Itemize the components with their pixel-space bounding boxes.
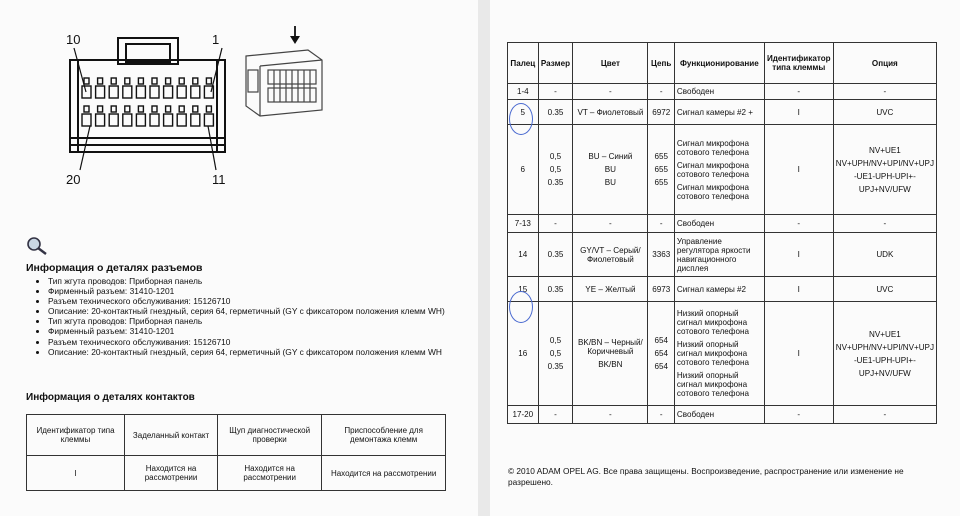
- connector-pin-latch: [125, 78, 130, 84]
- pin-label-10: 10: [66, 32, 81, 47]
- pinout-cell-term: I: [764, 125, 833, 215]
- pinout-cell-line: UPJ+NV/UFW: [858, 184, 911, 194]
- contacts-cell: Находится на рассмотрении: [218, 456, 322, 491]
- pinout-cell-line: Низкий опорный сигнал микрофона сотового телефона: [676, 309, 749, 336]
- pinout-cell-size: [538, 125, 573, 215]
- connector-info-title: Информация о деталях разъемов: [26, 262, 203, 274]
- connector-pin-latch: [98, 78, 103, 84]
- connector-pin-latch: [138, 78, 143, 84]
- connector-pin-latch: [179, 106, 184, 112]
- header-terminal-id: Идентификатор типа клеммы: [764, 43, 833, 84]
- connector-pin-cavity: [123, 114, 132, 126]
- pinout-cell-line: 654: [654, 349, 668, 358]
- pinout-cell-color: VT – Фиолетовый: [573, 100, 648, 125]
- pinout-cell-size: 0.35: [538, 100, 573, 125]
- connector-pin-latch: [125, 106, 130, 112]
- pinout-cell-line: Сигнал микрофона сотового телефона: [676, 182, 749, 201]
- pinout-cell-pin: 7-13: [508, 215, 539, 233]
- pinout-row: [508, 100, 937, 125]
- pinout-cell-line: -UE1-UPH-UPI+-: [853, 355, 916, 365]
- pinout-row: [508, 277, 937, 302]
- info-item: • Тип жгута проводов: Приборная панель: [48, 276, 468, 286]
- pinout-cell-pin: 6: [508, 125, 539, 215]
- pinout-cell-func: Управление регулятора яркости навигационного дисплея: [674, 233, 764, 277]
- info-item: • Разъем технического обслуживания: 15126710: [48, 296, 468, 306]
- pinout-cell-line: 0,5: [549, 336, 562, 345]
- pinout-cell-color: GY/VT – Серый/Фиолетовый: [573, 233, 648, 277]
- pinout-cell-line: -UE1-UPH-UPI+-: [853, 171, 916, 181]
- header-color: Цвет: [573, 43, 648, 84]
- connector-pin-latch: [84, 106, 89, 112]
- info-item: • Описание: 20-контактный гнездный, серия 64, герметичный (GY с фиксатором положения клемм WH): [48, 306, 468, 316]
- contacts-header: Идентификатор типа клеммы: [27, 415, 125, 456]
- contacts-info-title: Информация о деталях контактов: [26, 392, 195, 403]
- contacts-cell: I: [27, 456, 125, 491]
- pinout-cell-circuit: 6973: [648, 277, 674, 302]
- pinout-cell-line: 654: [654, 336, 668, 345]
- highlight-circle-pin-15: [509, 291, 533, 323]
- connector-pin-cavity: [177, 86, 186, 98]
- pinout-cell-pin: 16: [508, 302, 539, 406]
- pin-label-20: 20: [66, 172, 81, 187]
- pinout-cell-color: -: [573, 84, 648, 100]
- highlight-circle-pin-5: [509, 103, 533, 135]
- header-option: Опция: [833, 43, 936, 84]
- pinout-cell-func: Сигнал камеры #2: [674, 277, 764, 302]
- contacts-header: Заделанный контакт: [125, 415, 218, 456]
- pinout-cell-func: [674, 125, 764, 215]
- pinout-cell-term: I: [764, 302, 833, 406]
- pinout-cell-term: -: [764, 215, 833, 233]
- connector-pin-latch: [111, 106, 116, 112]
- pinout-cell-line: 0,5: [549, 152, 562, 161]
- pinout-cell-option: -: [833, 215, 936, 233]
- connector-pin-cavity: [136, 114, 145, 126]
- pinout-cell-option: -: [833, 406, 936, 424]
- pinout-row: [508, 125, 937, 215]
- info-item: • Тип жгута проводов: Приборная панель: [48, 316, 468, 326]
- contacts-header: Приспособление для демонтажа клемм: [322, 415, 446, 456]
- pinout-cell-pin: 1-4: [508, 84, 539, 100]
- pinout-cell-option: UDK: [833, 233, 936, 277]
- pinout-cell-line: BK/BN – Черный/Коричневый: [578, 338, 643, 356]
- pin-label-11: 11: [212, 172, 226, 187]
- connector-pin-cavity: [82, 86, 91, 98]
- pinout-cell-line: 0,5: [549, 349, 562, 358]
- connector-pin-cavity: [82, 114, 91, 126]
- connector-pin-latch: [193, 78, 198, 84]
- pinout-row: [508, 233, 937, 277]
- header-function: Функционирование: [674, 43, 764, 84]
- pinout-cell-color: -: [573, 406, 648, 424]
- connector-pin-cavity: [204, 114, 213, 126]
- connector-pin-latch: [179, 78, 184, 84]
- right-page: [490, 0, 960, 516]
- connector-pin-cavity: [109, 86, 118, 98]
- pinout-row: [508, 215, 937, 233]
- pinout-cell-line: 654: [654, 362, 668, 371]
- connector-pin-latch: [138, 106, 143, 112]
- pinout-row: [508, 84, 937, 100]
- connector-pin-latch: [166, 78, 171, 84]
- pinout-cell-line: Низкий опорный сигнал микрофона сотового телефона: [676, 371, 749, 398]
- info-item: • Разъем технического обслуживания: 15126710: [48, 337, 468, 347]
- pinout-cell-line: 0.35: [547, 178, 564, 187]
- pinout-cell-option: [833, 125, 936, 215]
- connector-pin-cavity: [109, 114, 118, 126]
- pinout-cell-pin: 15: [508, 277, 539, 302]
- pinout-cell-func: Свободен: [674, 215, 764, 233]
- pinout-cell-line: BU: [604, 165, 617, 174]
- pinout-cell-line: 655: [654, 178, 668, 187]
- pinout-cell-line: UPJ+NV/UFW: [858, 368, 911, 378]
- header-circuit: Цепь: [648, 43, 674, 84]
- pinout-cell-term: I: [764, 277, 833, 302]
- connector-pin-latch: [84, 78, 89, 84]
- pinout-row: [508, 302, 937, 406]
- pinout-cell-line: 0,5: [549, 165, 562, 174]
- pinout-cell-size: 0.35: [538, 277, 573, 302]
- pinout-cell-func: Свободен: [674, 406, 764, 424]
- pinout-cell-circuit: -: [648, 406, 674, 424]
- copyright-notice: © 2010 ADAM OPEL AG. Все права защищены. Воспроизведение, распространение или изменение не разрешено.: [508, 466, 904, 487]
- connector-pin-latch: [193, 106, 198, 112]
- pinout-cell-term: -: [764, 84, 833, 100]
- contacts-header: Щуп диагностической проверки: [218, 415, 322, 456]
- pinout-cell-line: NV+UPH/NV+UPI/NV+UPJ: [835, 342, 934, 352]
- connector-pin-latch: [206, 106, 211, 112]
- connector-info-list: [34, 276, 468, 357]
- pinout-cell-func: Сигнал камеры #2 +: [674, 100, 764, 125]
- magnifier-icon: [26, 236, 48, 256]
- info-item: • Описание: 20-контактный гнездный, серия 64, герметичный (GY с фиксатором положения клемм WH: [48, 347, 468, 357]
- pinout-cell-term: I: [764, 233, 833, 277]
- pinout-cell-color: YE – Желтый: [573, 277, 648, 302]
- contacts-table: [26, 414, 446, 491]
- pinout-cell-size: 0.35: [538, 233, 573, 277]
- pinout-cell-option: UVC: [833, 100, 936, 125]
- pinout-cell-size: -: [538, 215, 573, 233]
- pinout-cell-line: 0.35: [547, 362, 564, 371]
- pinout-cell-size: [538, 302, 573, 406]
- pinout-cell-pin: 5: [508, 100, 539, 125]
- connector-pin-cavity: [177, 114, 186, 126]
- pinout-cell-option: UVC: [833, 277, 936, 302]
- connector-pin-cavity: [191, 114, 200, 126]
- connector-pin-latch: [152, 78, 157, 84]
- connector-pin-cavity: [96, 114, 105, 126]
- pinout-cell-circuit: 3363: [648, 233, 674, 277]
- pinout-cell-pin: 17-20: [508, 406, 539, 424]
- pinout-cell-circuit: [648, 125, 674, 215]
- pinout-cell-line: Низкий опорный сигнал микрофона сотового телефона: [676, 340, 749, 367]
- pinout-cell-line: Сигнал микрофона сотового телефона: [676, 138, 749, 157]
- pinout-cell-option: [833, 302, 936, 406]
- pinout-cell-line: 655: [654, 165, 668, 174]
- info-item: • Фирменный разъем: 31410-1201: [48, 286, 468, 296]
- pinout-cell-term: I: [764, 100, 833, 125]
- pinout-row: [508, 406, 937, 424]
- contacts-cell: Находится на рассмотрении: [125, 456, 218, 491]
- header-pin: Палец: [508, 43, 539, 84]
- pinout-cell-size: -: [538, 406, 573, 424]
- pinout-cell-circuit: [648, 302, 674, 406]
- connector-pin-cavity: [96, 86, 105, 98]
- connector-pin-cavity: [164, 86, 173, 98]
- connector-pin-latch: [206, 78, 211, 84]
- pinout-cell-func: [674, 302, 764, 406]
- pinout-cell-line: 655: [654, 152, 668, 161]
- pinout-cell-color: [573, 302, 648, 406]
- pinout-cell-term: -: [764, 406, 833, 424]
- pinout-cell-circuit: 6972: [648, 100, 674, 125]
- pinout-cell-line: BK/BN: [598, 360, 623, 369]
- pin-label-1: 1: [212, 32, 220, 47]
- pinout-cell-pin: 14: [508, 233, 539, 277]
- pinout-cell-option: -: [833, 84, 936, 100]
- connector-pin-cavity: [164, 114, 173, 126]
- connector-pin-latch: [166, 106, 171, 112]
- pinout-cell-line: BU – Синий: [588, 152, 633, 161]
- pinout-cell-line: Сигнал микрофона сотового телефона: [676, 160, 749, 179]
- contacts-cell: Находится на рассмотрении: [322, 456, 446, 491]
- pinout-cell-line: NV+UE1: [869, 329, 901, 339]
- pinout-cell-line: BU: [604, 178, 617, 187]
- connector-pin-cavity: [150, 114, 159, 126]
- pinout-cell-func: Свободен: [674, 84, 764, 100]
- connector-pin-latch: [152, 106, 157, 112]
- pinout-cell-color: [573, 125, 648, 215]
- connector-pin-cavity: [123, 86, 132, 98]
- pinout-cell-line: NV+UE1: [869, 145, 901, 155]
- pinout-cell-line: NV+UPH/NV+UPI/NV+UPJ: [835, 158, 934, 168]
- connector-pin-latch: [111, 78, 116, 84]
- header-size: Размер: [538, 43, 573, 84]
- pinout-table: [507, 42, 937, 424]
- connector-face-diagram: [60, 30, 235, 180]
- connector-pin-cavity: [150, 86, 159, 98]
- pinout-cell-size: -: [538, 84, 573, 100]
- connector-pin-cavity: [136, 86, 145, 98]
- left-page: [0, 0, 478, 516]
- info-item: • Фирменный разъем: 31410-1201: [48, 326, 468, 336]
- pinout-cell-color: -: [573, 215, 648, 233]
- pinout-cell-circuit: -: [648, 84, 674, 100]
- arrow-down-icon: [290, 26, 300, 44]
- connector-side-diagram: [238, 24, 330, 124]
- pinout-cell-circuit: -: [648, 215, 674, 233]
- connector-pin-cavity: [191, 86, 200, 98]
- connector-pin-latch: [98, 106, 103, 112]
